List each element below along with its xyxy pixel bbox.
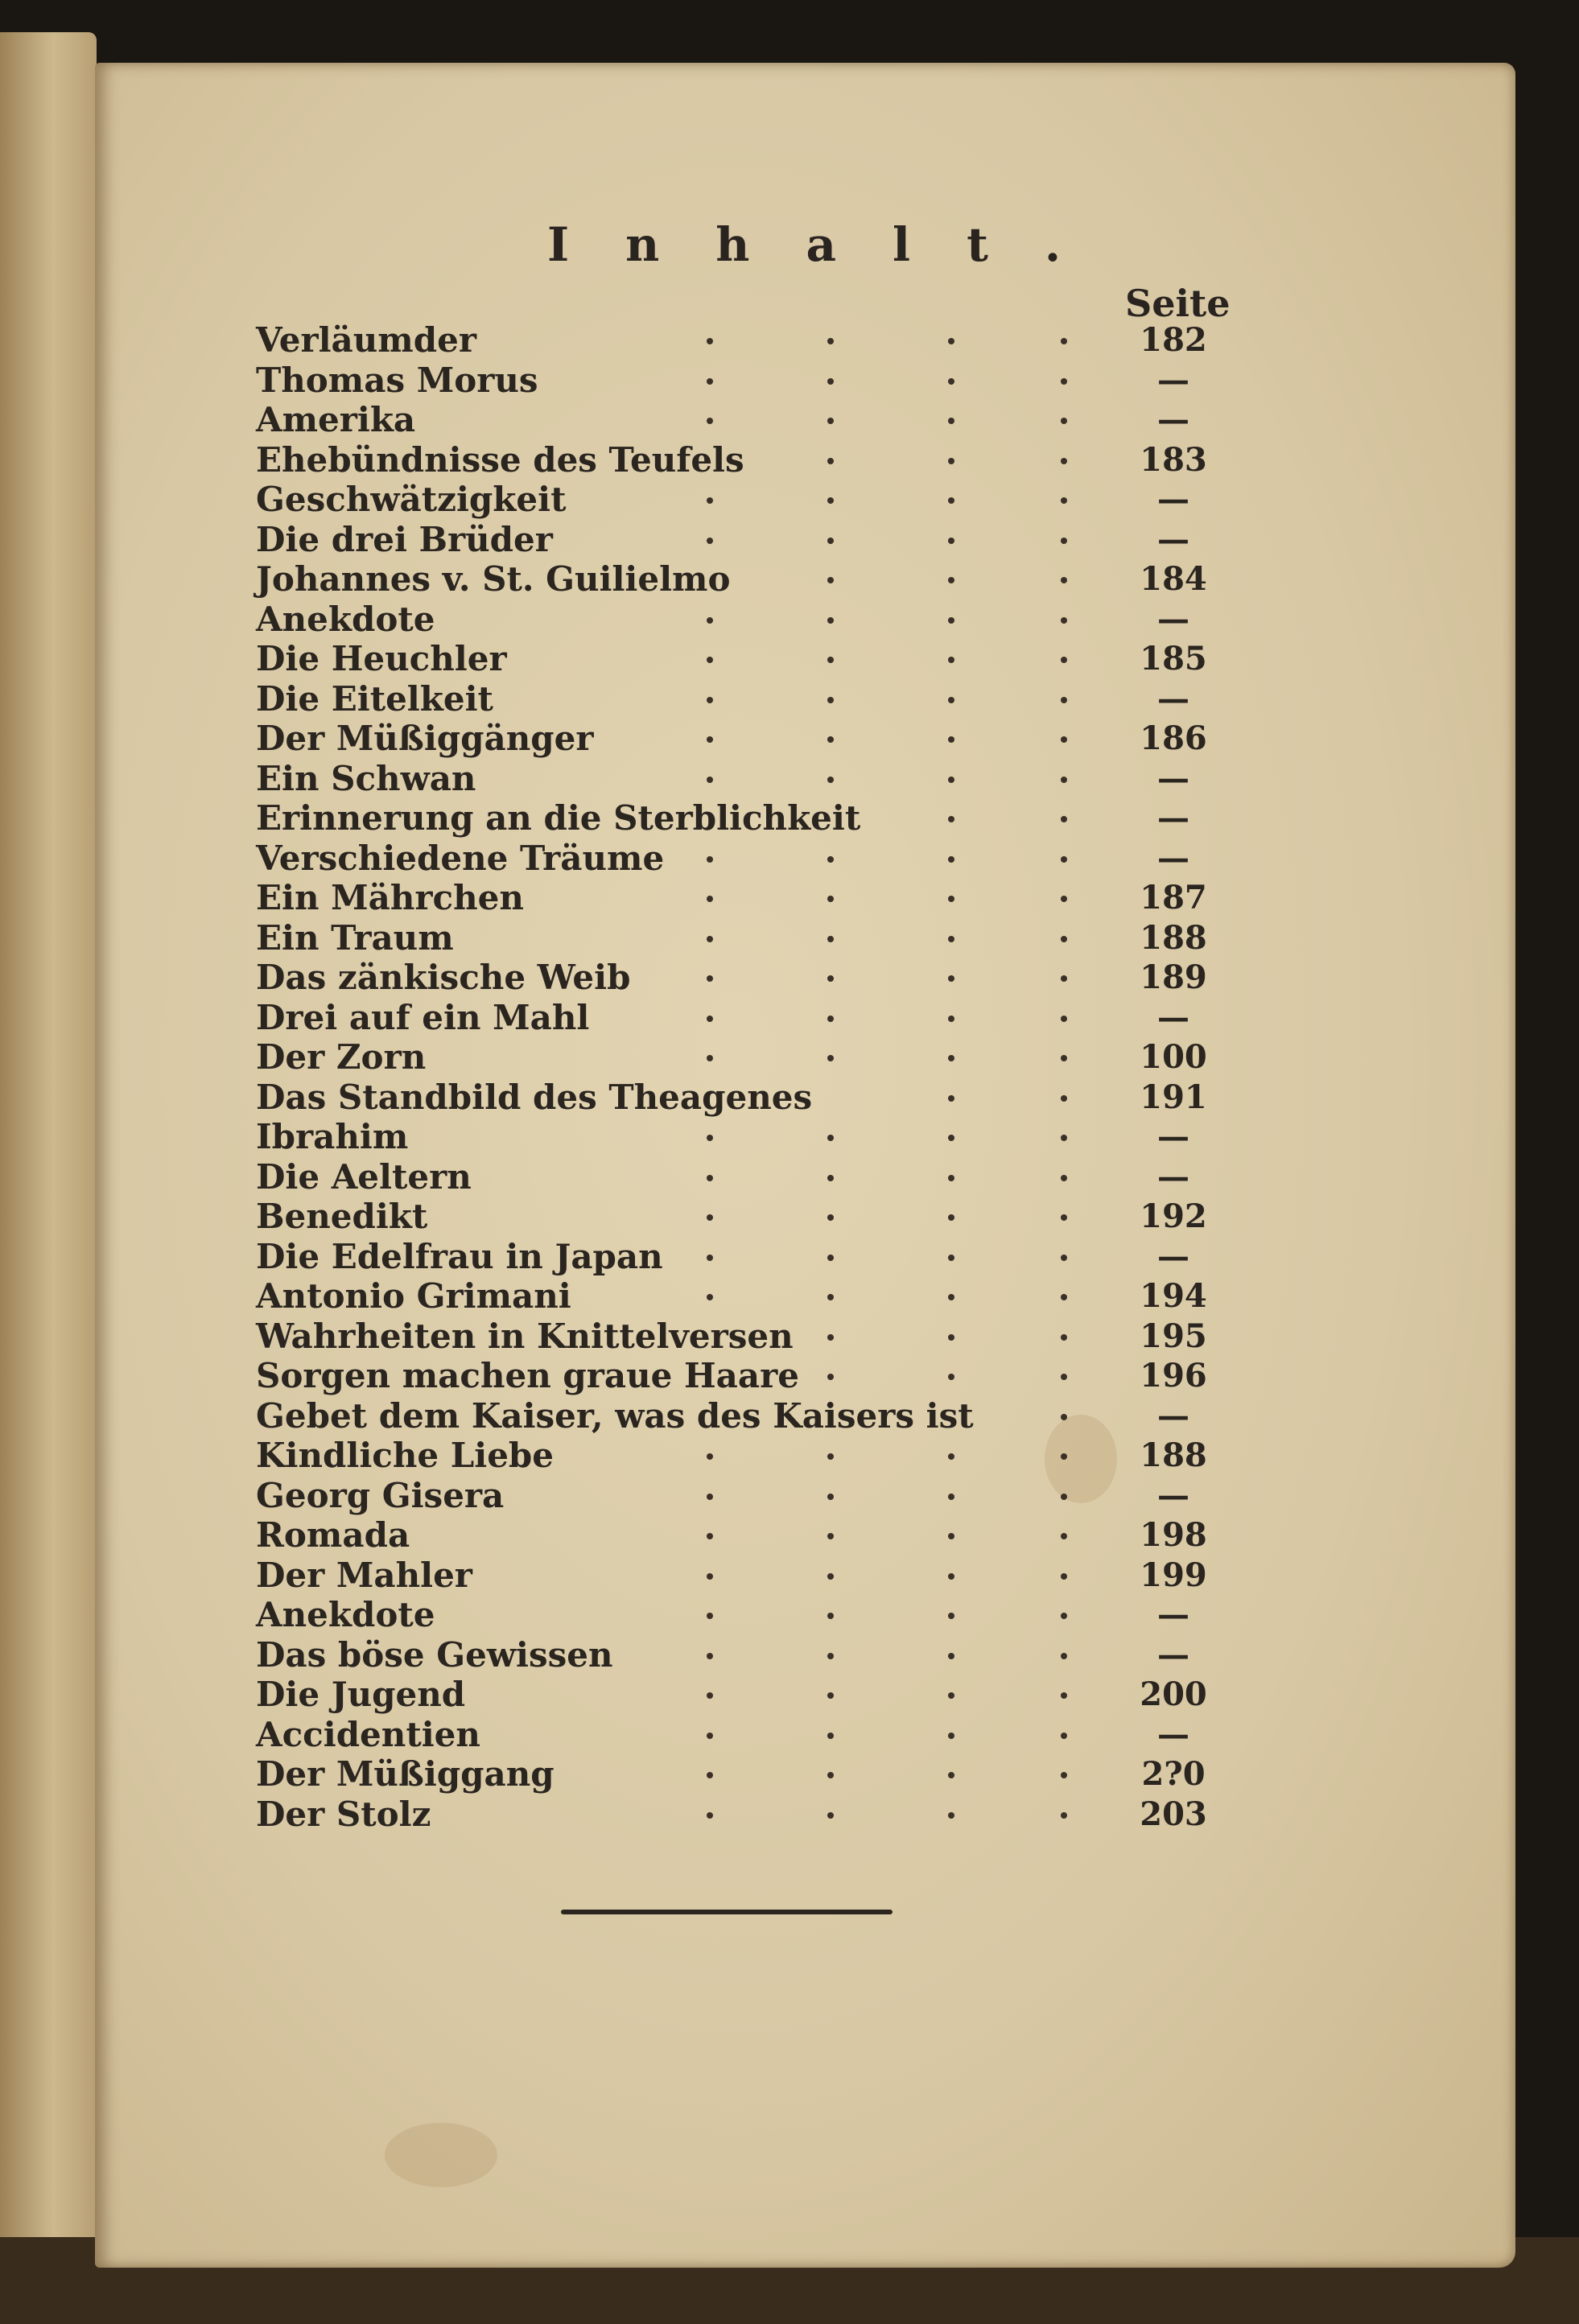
leader-dot [948,338,954,344]
page-column-header: Seite [1125,282,1231,325]
leader-dot [827,1613,834,1619]
toc-entry-title: Gebet dem Kaiser, was des Kaisers ist [256,1395,974,1436]
leader-dot [948,1294,954,1300]
leader-dot [948,1733,954,1739]
toc-entry-title: Ibrahim [256,1117,409,1156]
toc-entry [256,1436,1222,1476]
toc-entry [256,839,1222,879]
toc-entry-title: Der Müßiggänger [256,719,594,758]
toc-entry [256,1715,1222,1755]
leader-dot [827,1772,834,1778]
toc-entry-page: — [1157,1237,1189,1275]
leader-dot [948,736,954,743]
leader-dot [948,975,954,982]
page-stain [385,2123,497,2187]
leader-dot [948,1772,954,1778]
leader-dot [948,538,954,544]
toc-entry [256,1078,1222,1118]
leader-dot [1061,1135,1067,1141]
toc-entry [256,1595,1222,1635]
leader-dot [948,617,954,624]
leader-dot [707,1016,713,1022]
toc-entry-page: 186 [1140,719,1207,757]
toc-entry-page: 194 [1140,1277,1207,1315]
toc-entry-page: 2?0 [1141,1755,1206,1793]
leader-dot [1061,617,1067,624]
toc-entry-page: 199 [1140,1556,1207,1594]
toc-entry-page: 200 [1140,1675,1207,1713]
toc-entry [256,1037,1222,1078]
toc-entry-title: Der Mahler [256,1555,472,1595]
toc-entry-title: Die Eitelkeit [256,678,493,719]
toc-entry [256,1515,1222,1556]
toc-entry-page: — [1157,401,1189,439]
leader-dot [707,777,713,783]
leader-dot [707,936,713,942]
toc-entry [256,998,1222,1038]
toc-entry-page: 188 [1140,1436,1207,1474]
leader-dot [707,1255,713,1261]
leader-dot [707,1055,713,1061]
toc-entry-page: 203 [1140,1795,1207,1833]
toc-entry [256,1754,1222,1795]
leader-dot [827,458,834,464]
leader-dot [1061,1573,1067,1580]
leader-dot [707,1533,713,1539]
toc-entry [256,320,1222,361]
leader-dot [1061,936,1067,942]
leader-dot [948,1613,954,1619]
leader-dot [707,975,713,982]
toc-entry-title: Benedikt [256,1197,428,1236]
leader-dot [1061,736,1067,743]
leader-dot [948,657,954,663]
leader-dot [948,1016,954,1022]
leader-dot [707,1453,713,1460]
toc-entry-page: — [1157,1596,1189,1634]
leader-dot [707,896,713,902]
toc-entry-title: Der Müßiggang [256,1754,555,1794]
leader-dot [948,497,954,504]
leader-dot [1061,816,1067,822]
toc-entry [256,440,1222,480]
leader-dot [827,1175,834,1181]
leader-dot [948,1692,954,1699]
leader-dot [827,1573,834,1580]
toc-entry-page: 188 [1140,918,1207,957]
toc-entry [256,1795,1222,1835]
leader-dot [948,378,954,385]
left-page-edge [0,32,97,2285]
toc-entry [256,1356,1222,1396]
leader-dot [827,1533,834,1539]
leader-dot [707,538,713,544]
toc-entry-page: — [1157,600,1189,638]
toc-entry-page: 198 [1140,1516,1207,1554]
toc-entry [256,1476,1222,1516]
toc-entry-title: Erinnerung an die Sterblichkeit [256,798,861,838]
toc-entry-page: — [1157,759,1189,797]
leader-dot [707,497,713,504]
toc-entry [256,719,1222,759]
toc-entry-page: — [1157,1396,1189,1435]
toc-entry [256,1276,1222,1317]
leader-dot [827,1653,834,1659]
leader-dot [948,1453,954,1460]
toc-entry [256,1197,1222,1237]
toc-entry-page: — [1157,361,1189,399]
toc-entry-title: Anekdote [256,599,435,639]
leader-dot [707,1135,713,1141]
toc-entry-title: Das Standbild des Theagenes [256,1077,813,1117]
leader-dot [1061,1692,1067,1699]
toc-entry [256,639,1222,679]
leader-dot [948,1214,954,1221]
leader-dot [1061,1733,1067,1739]
toc-entry [256,520,1222,560]
leader-dot [948,1494,954,1500]
toc-entry-title: Verschiedene Träume [256,838,665,878]
toc-entry-page: — [1157,1118,1189,1156]
leader-dot [707,1692,713,1699]
toc-entry [256,798,1222,839]
toc-entry-page: 182 [1140,321,1207,359]
toc-entry [256,600,1222,640]
leader-dot [948,1334,954,1341]
leader-dot [707,1613,713,1619]
leader-dot [827,1016,834,1022]
leader-dot [1061,1095,1067,1102]
toc-entry-page: — [1157,839,1189,877]
toc-entry-title: Ein Traum [256,917,454,958]
toc-entry [256,1396,1222,1436]
toc-entry-title: Ein Schwan [256,758,476,798]
leader-dot [827,896,834,902]
leader-dot [948,418,954,424]
leader-dot [948,697,954,703]
toc-entry [256,400,1222,440]
toc-entry-title: Das zänkische Weib [256,958,631,997]
leader-dot [1061,458,1067,464]
leader-dot [707,418,713,424]
leader-dot [707,697,713,703]
leader-dot [1061,418,1067,424]
leader-dot [948,1135,954,1141]
toc-entry [256,1317,1222,1357]
leader-dot [827,1692,834,1699]
leader-dot [827,936,834,942]
leader-dot [827,1374,834,1380]
leader-dot [827,577,834,583]
toc-entry-page: 187 [1140,879,1207,917]
toc-entry-title: Romada [256,1515,410,1555]
leader-dot [948,816,954,822]
leader-dot [827,538,834,544]
toc-entry [256,1157,1222,1197]
leader-dot [827,777,834,783]
toc-entry-page: 192 [1140,1197,1207,1235]
leader-dot [948,1255,954,1261]
toc-entry-title: Johannes v. St. Guilielmo [256,559,731,599]
leader-dot [948,1055,954,1061]
toc-entry-title: Die Edelfrau in Japan [256,1236,663,1276]
toc-entry-page: 183 [1140,440,1207,479]
toc-entry-title: Die Aeltern [256,1156,472,1197]
leader-dot [948,856,954,863]
leader-dot [1061,777,1067,783]
toc-entry-title: Der Stolz [256,1794,431,1834]
leader-dot [1061,657,1067,663]
leader-dot [1061,497,1067,504]
leader-dot [1061,1494,1067,1500]
toc-entry-title: Kindliche Liebe [256,1436,555,1475]
toc-entry-title: Ehebündnisse des Teufels [256,439,744,480]
leader-dot [1061,1613,1067,1619]
leader-dot [948,896,954,902]
leader-dot [707,1494,713,1500]
leader-dot [827,1494,834,1500]
leader-dot [1061,1812,1067,1819]
toc-entry-page: — [1157,1476,1189,1514]
toc-entry-page: 185 [1140,640,1207,678]
leader-dot [948,1573,954,1580]
leader-dot [1061,577,1067,583]
toc-entry-title: Das böse Gewissen [256,1634,613,1675]
toc-entry-page: — [1157,1157,1189,1196]
leader-dot [948,1095,954,1102]
leader-dot [827,1055,834,1061]
leader-dot [827,975,834,982]
leader-dot [827,1294,834,1300]
toc-entry-title: Der Zorn [256,1037,427,1077]
leader-dot [1061,1294,1067,1300]
leader-dot [948,1653,954,1659]
leader-dot [827,1214,834,1221]
toc-entry [256,480,1222,520]
leader-dot [707,1175,713,1181]
toc-entry-page: — [1157,799,1189,837]
leader-dot [827,418,834,424]
toc-entry-title: Wahrheiten in Knittelversen [256,1316,794,1356]
leader-dot [707,1214,713,1221]
toc-entry [256,1556,1222,1596]
leader-dot [827,736,834,743]
leader-dot [707,1733,713,1739]
leader-dot [827,1733,834,1739]
toc-entry [256,679,1222,719]
leader-dot [1061,1016,1067,1022]
table-of-contents [256,320,1222,1834]
toc-entry [256,958,1222,998]
toc-entry-page: — [1157,998,1189,1036]
leader-dot [948,1175,954,1181]
leader-dot [827,617,834,624]
page-title: Inhalt. [547,217,1118,272]
leader-dot [827,697,834,703]
end-rule [561,1910,893,1914]
toc-entry [256,361,1222,401]
leader-dot [1061,1653,1067,1659]
toc-entry [256,1635,1222,1675]
toc-entry-title: Die drei Brüder [256,519,553,559]
leader-dot [1061,1414,1067,1420]
leader-dot [1061,1055,1067,1061]
toc-entry [256,759,1222,799]
leader-dot [1061,1374,1067,1380]
toc-entry-page: — [1157,679,1189,718]
leader-dot [827,1255,834,1261]
leader-dot [1061,1533,1067,1539]
leader-dot [948,1533,954,1539]
leader-dot [827,338,834,344]
leader-dot [1061,1772,1067,1778]
leader-dot [827,856,834,863]
toc-entry-page: — [1157,1635,1189,1674]
leader-dot [1061,975,1067,982]
leader-dot [1061,1334,1067,1341]
toc-entry [256,878,1222,918]
toc-entry-title: Die Jugend [256,1675,466,1714]
leader-dot [948,1374,954,1380]
leader-dot [707,1812,713,1819]
leader-dot [1061,338,1067,344]
toc-entry-page: 184 [1140,560,1207,598]
leader-dot [707,736,713,743]
toc-entry-page: 196 [1140,1357,1207,1395]
toc-entry [256,918,1222,958]
toc-entry-title: Antonio Grimani [256,1276,571,1316]
leader-dot [827,497,834,504]
leader-dot [948,777,954,783]
toc-entry-page: 100 [1140,1038,1207,1076]
leader-dot [1061,856,1067,863]
leader-dot [1061,1214,1067,1221]
toc-entry-page: 195 [1140,1317,1207,1355]
toc-entry-title: Ein Mährchen [256,878,524,917]
toc-entry-page: — [1157,480,1189,518]
toc-entry-page: 191 [1140,1078,1207,1116]
toc-entry-title: Amerika [256,400,416,439]
leader-dot [707,657,713,663]
toc-entry-title: Drei auf ein Mahl [256,997,590,1037]
leader-dot [707,1573,713,1580]
leader-dot [707,1294,713,1300]
toc-entry [256,1675,1222,1715]
toc-entry-page: 189 [1140,958,1207,996]
toc-entry [256,1117,1222,1157]
leader-dot [1061,1175,1067,1181]
toc-entry [256,559,1222,600]
leader-dot [707,1653,713,1659]
leader-dot [1061,1255,1067,1261]
leader-dot [948,458,954,464]
leader-dot [827,657,834,663]
leader-dot [827,1334,834,1341]
toc-entry-title: Sorgen machen graue Haare [256,1356,799,1395]
toc-entry-title: Thomas Morus [256,360,538,400]
toc-entry-title: Verläumder [256,320,476,360]
toc-entry-page: — [1157,520,1189,558]
leader-dot [707,856,713,863]
leader-dot [827,1135,834,1141]
toc-entry-title: Georg Gisera [256,1475,505,1515]
leader-dot [1061,896,1067,902]
leader-dot [1061,697,1067,703]
leader-dot [707,1772,713,1778]
toc-entry-page: — [1157,1715,1189,1753]
toc-entry-title: Accidentien [256,1714,480,1754]
leader-dot [827,378,834,385]
leader-dot [948,577,954,583]
leader-dot [827,1453,834,1460]
leader-dot [1061,1453,1067,1460]
leader-dot [948,936,954,942]
toc-entry-title: Anekdote [256,1595,435,1634]
leader-dot [707,378,713,385]
leader-dot [948,1812,954,1819]
leader-dot [707,617,713,624]
leader-dot [827,1812,834,1819]
toc-entry-title: Die Heuchler [256,639,507,678]
toc-entry-title: Geschwätzigkeit [256,480,567,519]
leader-dot [1061,378,1067,385]
leader-dot [707,338,713,344]
leader-dot [1061,538,1067,544]
toc-entry [256,1237,1222,1277]
